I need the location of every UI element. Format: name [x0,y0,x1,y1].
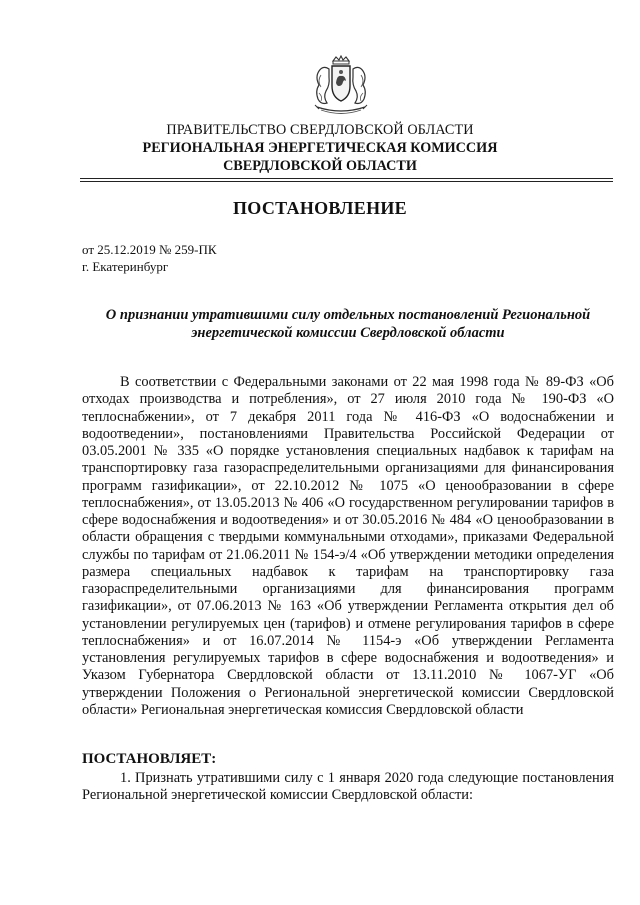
document-city: г. Екатеринбург [82,259,169,274]
commission-name-line-1: РЕГИОНАЛЬНАЯ ЭНЕРГЕТИЧЕСКАЯ КОМИССИЯ [142,140,498,156]
document-subject: О признании утратившими силу отдельных постановлений Региональной энергетической комиссии Свердловской области [105,307,591,341]
preamble-paragraph: В соответствии с Федеральными законами от 22 мая 1998 года № 89-ФЗ «Об отходах производства и потребления», от 27 июля 2010 года № 190-ФЗ «О теплоснабжении», от 7 декабря 2011 года № 416-ФЗ «О водоснабжении и водоотведении», постановлениями Правительства Российской Федерации от 03.05.2001 № 335 «О порядке установления специальных надбавок к тарифам на транспортировку газа газораспределительными организациями для финансирования программ газификации», от 22.10.2012 № 1075 «О ценообразовании в сфере теплоснабжения», от 13.05.2013 № 406 «О государственном регулировании тарифов в сфере водоснабжения и водоотведения» и от 30.05.2016 № 484 «О ценообразовании в области обращения с твердыми коммунальными отходами», приказами Федеральной службы по тарифам от 21.06.2011 № 154-э/4 «Об утверждении методики определения размера специальных надбавок к тарифам на транспортировку газа газораспределительными организациями для финансирования программ газификации», от 07.06.2013 № 163 «Об утверждении Регламента открытия дел об установлении регулируемых цен (тарифов) и отмене регулирования тарифов в сфере теплоснабжения» и от 16.07.2014 № 1154-э «Об утверждении Регламента установления регулируемых тарифов в сфере водоснабжения и водоотведения» и Указом Губернатора Свердловской области от 13.11.2010 № 1067-УГ «Об утверждении Положения о Региональной энергетической комиссии Свердловской области» Региональная энергетическая комиссия Свердловской области [82,374,614,718]
document-date-number: от 25.12.2019 № 259-ПК [82,242,217,257]
commission-name-line-2: СВЕРДЛОВСКОЙ ОБЛАСТИ [223,158,417,174]
decree-item-1: 1. Признать утратившими силу с 1 января 2020 года следующие постановления Региональной энергетической комиссии Свердловской области: [82,770,614,804]
decree-word: ПОСТАНОВЛЯЕТ: [82,751,217,767]
document-type-title: ПОСТАНОВЛЕНИЕ [233,198,407,218]
government-name: ПРАВИТЕЛЬСТВО СВЕРДЛОВСКОЙ ОБЛАСТИ [166,122,474,138]
coat-of-arms-icon [299,55,383,117]
header-rule-thin [80,178,613,179]
header-rule-thick [80,181,613,182]
